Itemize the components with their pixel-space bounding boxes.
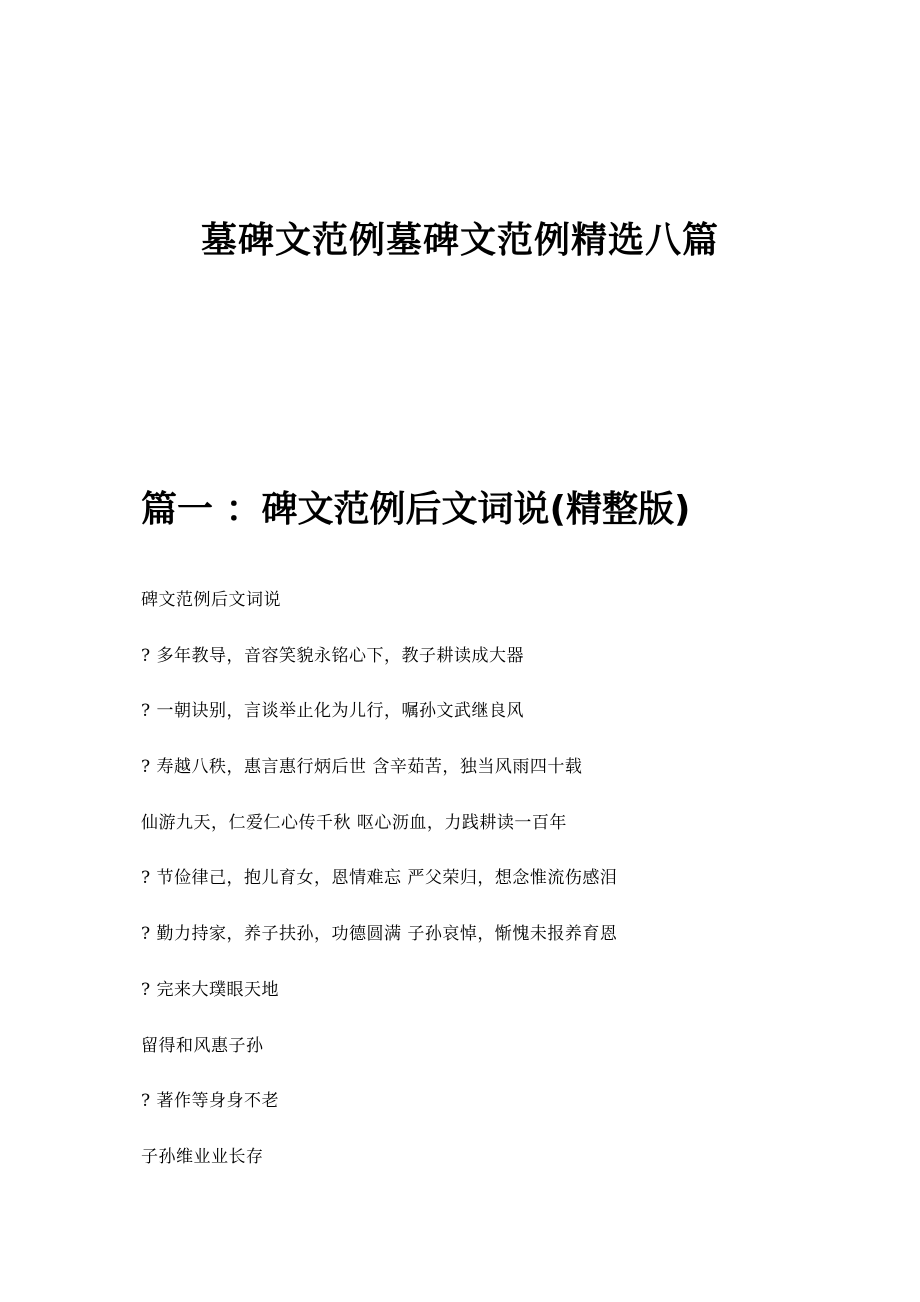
text-line: ? 勤力持家，养子扶孙，功德圆满 子孙哀悼，惭愧未报养育恩: [141, 924, 618, 945]
section-heading: 篇一 ：碑文范例后文词说(精整版): [141, 489, 691, 530]
text-line: ? 完来大璞眼天地: [141, 979, 280, 1000]
text-line: ? 多年教导，音容笑貌永铭心下，教子耕读成大器: [141, 645, 525, 666]
text-line: 留得和风惠子孙: [141, 1035, 264, 1056]
text-line: 碑文范例后文词说: [141, 590, 281, 610]
document-title: 墓碑文范例墓碑文范例精选八篇: [200, 219, 719, 261]
text-line: ? 节俭律己，抱儿育女，恩情难忘 严父荣归，想念惟流伤感泪: [141, 868, 618, 889]
text-line: 子孙维业业长存: [141, 1146, 264, 1167]
text-line: ? 寿越八秩，惠言惠行炳后世 含辛茹苦，独当风雨四十载: [141, 757, 583, 778]
body-text: [141, 586, 881, 1199]
text-line: 仙游九天，仁爱仁心传千秋 呕心沥血，力践耕读一百年: [141, 812, 567, 833]
text-line: ? 一朝诀别，言谈举止化为儿行，嘱孙文武继良风: [141, 701, 525, 722]
text-line: ? 著作等身身不老: [141, 1091, 280, 1112]
